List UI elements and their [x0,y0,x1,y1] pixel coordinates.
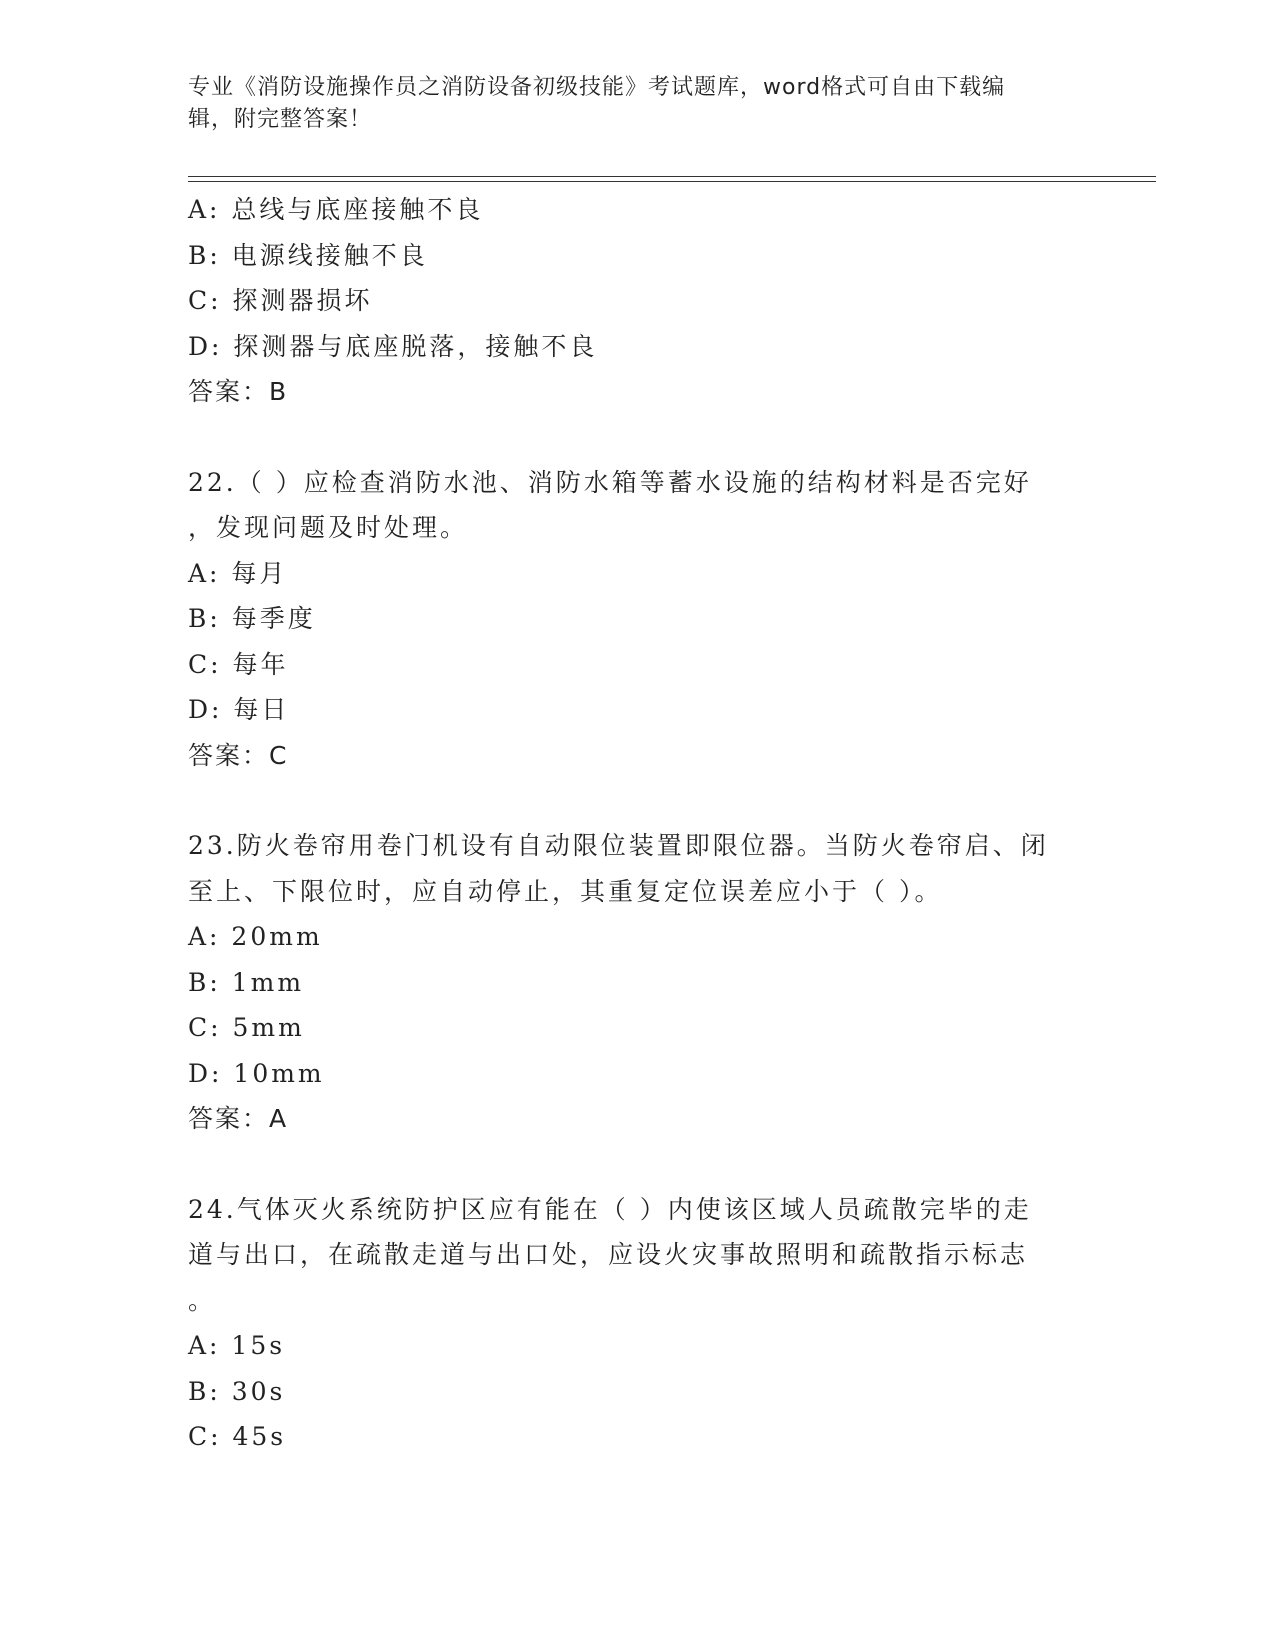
option-b: B: 1mm [188,967,305,997]
header-line-2: 辑，附完整答案！ [188,107,373,132]
header-line-1: 专业《消防设施操作员之消防设备初级技能》考试题库，word格式可自由下载编 [188,75,1006,100]
question-list [188,187,1088,1460]
option-c: C: 45s [188,1422,287,1451]
option-c: C: 每年 [188,649,289,679]
answer: 答案：A [188,1104,289,1133]
answer: 答案：B [188,377,289,406]
option-a: A: 20mm [188,922,323,951]
option-b: B: 每季度 [188,604,316,633]
question-spacer [188,415,1088,460]
question-stem-line: 道与出口，在疏散走道与出口处，应设火灾事故照明和疏散指示标志 [188,1240,1029,1269]
option-c: C: 5mm [188,1013,305,1042]
question-stem-line: 22.（ ）应检查消防水池、消防水箱等蓄水设施的结构材料是否完好 [188,467,1032,497]
document-header [188,72,1088,136]
option-b: B: 电源线接触不良 [188,240,428,270]
question-24 [188,1187,1088,1460]
header-divider-top [188,176,1156,177]
option-a: A: 15s [188,1331,286,1360]
header-divider-bottom [188,181,1156,182]
question-spacer [188,778,1088,823]
question-stem-line: 23.防火卷帘用卷门机设有自动限位装置即限位器。当防火卷帘启、闭 [188,831,1049,860]
option-a: A: 总线与底座接触不良 [188,195,484,224]
answer: 答案：C [188,740,289,770]
question-stem-line: 24.气体灭火系统防护区应有能在（ ）内使该区域人员疏散完毕的走 [188,1194,1032,1224]
question-stem-line: 至上、下限位时，应自动停止，其重复定位误差应小于（ ）。 [188,876,943,906]
question-22 [188,460,1088,779]
option-d: D: 探测器与底座脱落，接触不良 [188,331,598,361]
question-21 [188,187,1088,415]
question-stem-line: ，发现问题及时处理。 [188,513,469,542]
option-d: D: 10mm [188,1058,325,1088]
option-b: B: 30s [188,1376,286,1406]
question-spacer [188,1142,1088,1187]
option-d: D: 每日 [188,695,290,724]
option-a: A: 每月 [188,558,288,588]
question-23 [188,823,1088,1142]
option-c: C: 探测器损坏 [188,286,373,315]
question-stem-line: 。 [188,1285,217,1315]
